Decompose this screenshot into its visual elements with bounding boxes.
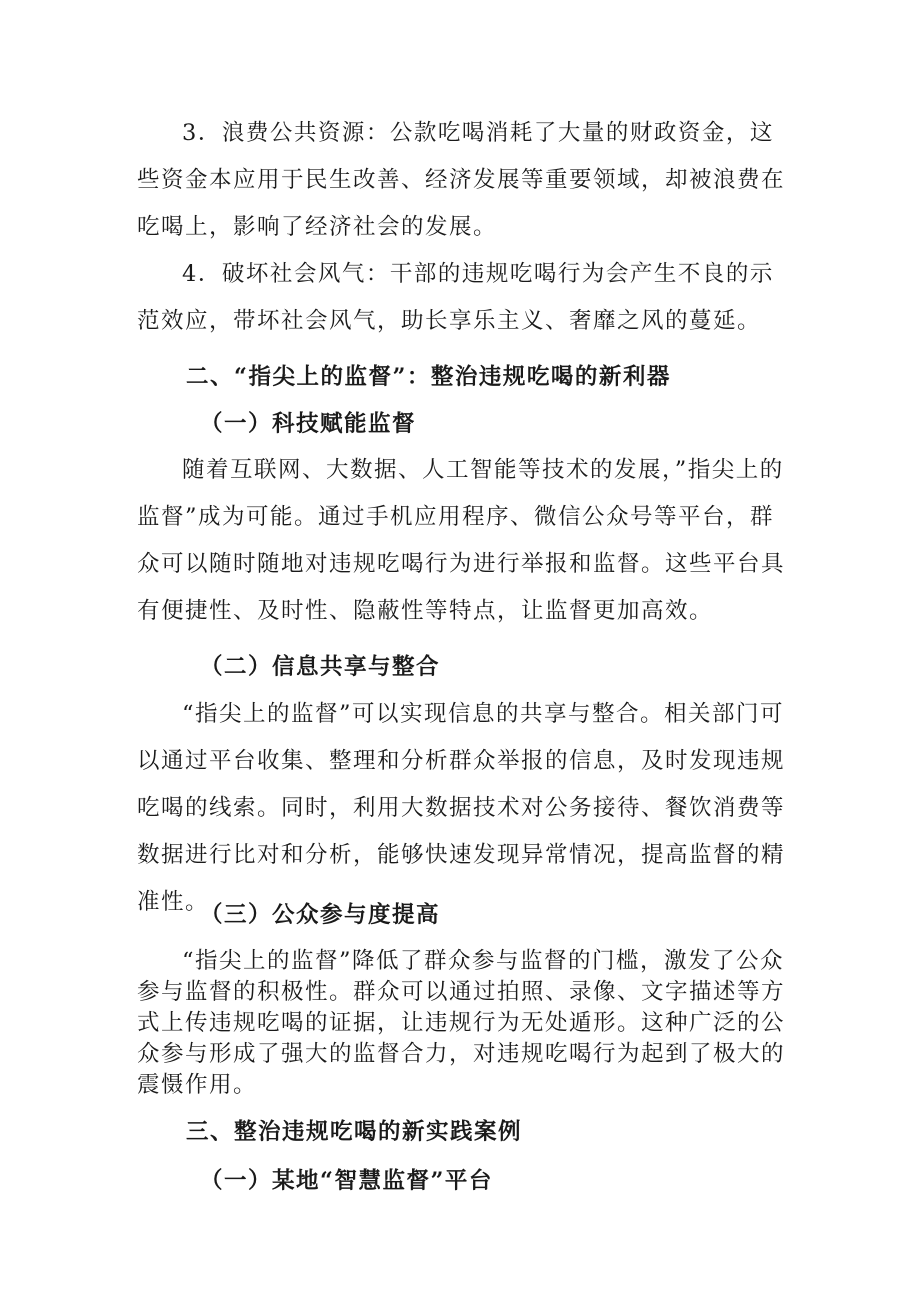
subheading-public-participation: （三）公众参与度提高 [200,902,441,928]
paragraph-tech-empowered: 随着互联网、大数据、人工智能等技术的发展，”指尖上的监督”成为可能。通过手机应用程序、微信公众号等平台，群众可以随时随地对违规吃喝行为进行举报和监督。这些平台具有便捷性、及时性、隐蔽性等特点，让监督更加高效。 [137,457,786,624]
paragraph-waste-public-resources: 3．浪费公共资源：公款吃喝消耗了大量的财政资金，这些资金本应用于民生改善、经济发展等重要领域，却被浪费在吃喝上，影响了经济社会的发展。 [137,120,786,240]
paragraph-info-sharing: “指尖上的监督”可以实现信息的共享与整合。相关部门可以通过平台收集、整理和分析群众举报的信息，及时发现违规吃喝的线索。同时，利用大数据技术对公务接待、餐饮消费等数据进行比对和分析，能够快速发现异常情况，提高监督的精准性。 [137,701,786,915]
section-heading-2: 二、“指尖上的监督”：整治违规吃喝的新利器 [186,364,671,390]
paragraph-public-participation: “指尖上的监督”降低了群众参与监督的门槛，激发了公众参与监督的积极性。群众可以通过拍照、录像、文字描述等方式上传违规吃喝的证据，让违规行为无处遁形。这种广泛的公众参与形成了强大的监督合力，对违规吃喝行为起到了极大的震慑作用。 [137,948,786,1098]
subheading-tech-empowered: （一）科技赋能监督 [200,411,417,437]
section-heading-3: 三、整治违规吃喝的新实践案例 [186,1119,523,1145]
subheading-case-smart-supervision: （一）某地“智慧监督”平台 [200,1168,493,1194]
paragraph-harm-social-atmosphere: 4．破坏社会风气：干部的违规吃喝行为会产生不良的示范效应，带坏社会风气，助长享乐主义、奢靡之风的蔓延。 [137,261,774,334]
subheading-info-sharing: （二）信息共享与整合 [200,654,441,680]
